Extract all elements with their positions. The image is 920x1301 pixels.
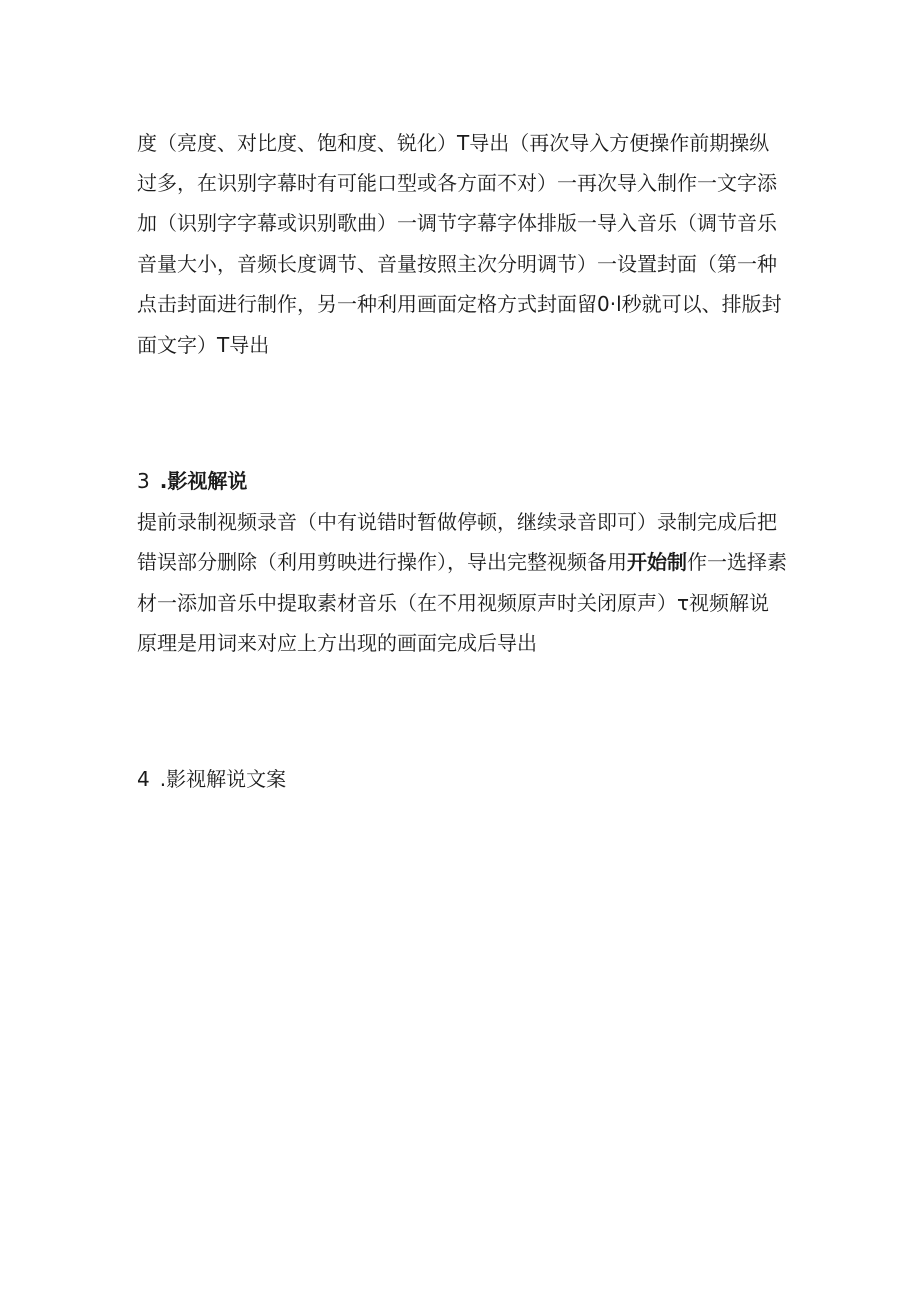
section4-heading: [137, 764, 286, 794]
paragraph1-line-6: 面文字）T导出: [137, 333, 270, 357]
section3-line-2-text: 错误部分删除（利用剪映进行操作），导出完整视频备用: [137, 550, 627, 574]
section3-title: .影视解说: [159, 469, 248, 493]
section3-line-2: [137, 547, 787, 577]
section4-number: 4: [137, 767, 150, 791]
section3-number: 3: [137, 469, 150, 493]
section3-line-4: 原理是用词来对应上方出现的画面完成后导出: [137, 631, 537, 655]
section3-line-3: 材一添加音乐中提取素材音乐（在不用视频原声时关闭原声）τ视频解说: [137, 591, 770, 615]
section3-line-2-tail: 作一选择素: [687, 550, 787, 574]
section3-bold-phrase: 开始制: [627, 550, 687, 574]
section3-heading: [137, 466, 247, 496]
paragraph1-line-5: 点击封面进行制作，另一种利用画面定格方式封面留0·l秒就可以、排版封: [137, 292, 782, 316]
paragraph1-line-2: 过多，在识别字幕时有可能口型或各方面不对）一再次导入制作一文字添: [137, 171, 777, 195]
section3-line-1: 提前录制视频录音（中有说错时暂做停顿，继续录音即可）录制完成后把: [137, 510, 777, 534]
section4-title: .影视解说文案: [159, 767, 287, 791]
paragraph1-line-3: 加（识别字字幕或识别歌曲）一调节字幕字体排版一导入音乐（调节音乐: [137, 211, 777, 235]
paragraph1-line-4: 音量大小，音频长度调节、音量按照主次分明调节）一设置封面（第一种: [137, 252, 777, 276]
paragraph1-line-1: 度（亮度、对比度、饱和度、锐化）T导出（再次导入方便操作前期操纵: [137, 131, 770, 155]
